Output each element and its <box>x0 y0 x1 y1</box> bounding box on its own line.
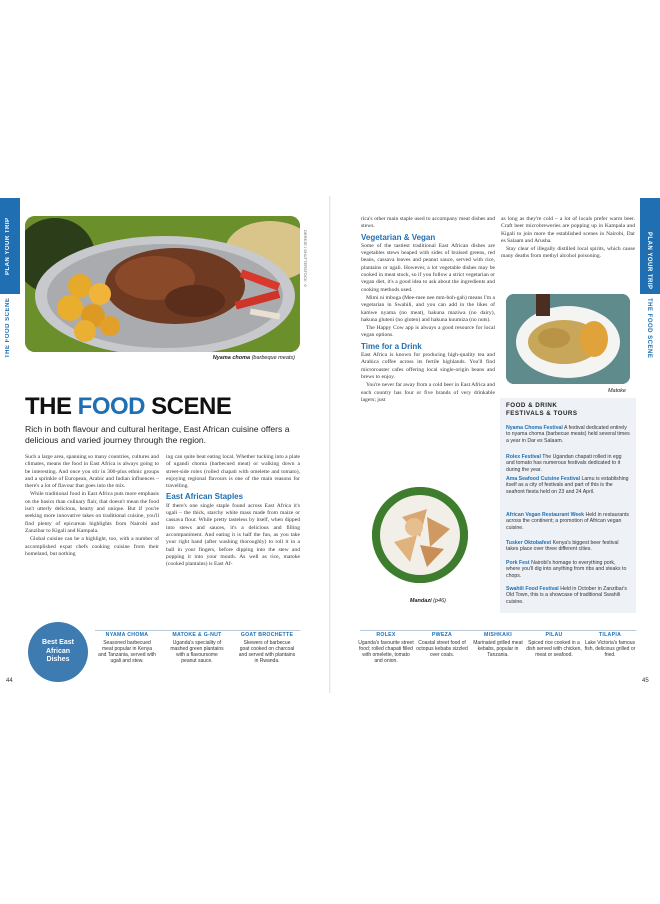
body-paragraph: rica's other main staple used to accompany meat dishes and stews. <box>361 216 495 230</box>
standfirst: Rich in both flavour and cultural heritage, East African cuisine offers a delicious and varied journey through the region. <box>25 424 290 445</box>
mandazi-illustration <box>372 487 468 583</box>
body-paragraph: The Happy Cow app is always a good resource for local vegan options. <box>361 325 495 339</box>
festival-tusker: Tusker Oktobafest Kenya's biggest beer festival takes place over three different cities. <box>506 540 619 553</box>
side-label-food-right: THE FOOD SCENE <box>646 298 652 359</box>
body-paragraph: You're never far away from a cold beer in East Africa and each country has four or five brands of very drinkable lagers; just <box>361 382 495 403</box>
dish-tilapia: TILAPIA Lake Victoria's famous fish, delicious grilled or fried. <box>584 632 636 658</box>
best-dishes-badge: Best East African Dishes <box>28 622 88 682</box>
body-paragraph: Mimi ni mboga (Mee-mee nee mm-boh-gah) means I'm a vegetarian in Swahili, and you can add in the likes of kamwe nyama (no meat), hakuna maziwa (no dairy), hakuna gluteni (no gluten) and hakuna kuumiza (no nuts). <box>361 294 495 323</box>
festival-ama-seafood: Ama Seafood Cuisine Festival Lamu is establishing itself as a city of festivals and part of this is the seafront fiesta held on 23 and 24 April. <box>506 476 629 495</box>
nyama-choma-illustration <box>25 216 300 352</box>
heading-drink: Time for a Drink <box>361 341 422 351</box>
matoke-illustration <box>506 294 630 384</box>
dish-matoke-gnut: MATOKE & G-NUT Uganda's speciality of mashed green plantains with a flavoursome peanut sauce. <box>170 632 224 664</box>
dish-pweza: PWEZA Coastal street food of octopus kebabs sizzled over coals. <box>416 632 468 658</box>
body-paragraph: ing can quite beat eating local. Whether tucking into a plate of ugandi choma (barbecued meat) or walking down a street-side rolex (rolled chapati with omelette and tomato), enjoying regional flavours is one of the main reasons for travelling. <box>166 454 300 490</box>
matoke-photo <box>506 294 630 384</box>
side-label-food-left: THE FOOD SCENE <box>5 297 11 358</box>
dish-mishkaki: MISHKAKI Marinated grilled meat kebabs, popular in Tanzania. <box>473 632 523 658</box>
sidebar-heading: FOOD & DRINK FESTIVALS & TOURS <box>506 402 578 417</box>
side-label-plan-left: PLAN YOUR TRIP <box>5 217 11 275</box>
festival-nyama-choma: Nyama Choma Festival A festival dedicated entirely to nyama choma (barbecue meats) held several times a year in Dar es Salaam. <box>506 425 630 444</box>
side-label-plan-right: PLAN YOUR TRIP <box>646 232 652 290</box>
page-number-right: 45 <box>642 678 649 684</box>
festival-rolex: Rolex Festival The Ugandan chapati rolled in egg and tomato has numerous festivals dedicated to it during the year. <box>506 454 622 473</box>
body-paragraph: Such a large area, spanning so many countries, cultures and climates, means the food in East Africa is always going to be interesting. And once you stir in 300-plus ethnic groups and a sprinkle of European, Arabic and Indian influences – there's a lot of flavour that goes into the mix. <box>25 454 159 490</box>
mandazi-photo <box>372 487 468 583</box>
dish-rolex: ROLEX Uganda's favourite street food; rolled chapati filled with omelette, tomato and onion. <box>358 632 414 664</box>
dish-pilau: PILAU Spiced rice cooked in a dish served with chicken, meat or seafood. <box>526 632 582 658</box>
left-body-col2 <box>166 454 300 622</box>
body-paragraph: as long as they're cold – a lot of locals prefer warm beer. Craft beer microbreweries are popping up in Kampala and Kigali to join more the established scenes in Nairobi, Dar es Salaam and Arusha. <box>501 216 635 244</box>
nyama-choma-caption: Nyama choma (barbeque meats) <box>212 355 295 361</box>
heading-staples: East African Staples <box>166 492 244 502</box>
body-paragraph: If there's one single staple found across East Africa it's ugali – the thick, starchy white mass made from maize or cassava flour. While pretty tasteless by itself, when dipped into stews and sauces, it's a delicious and filling accompaniment. And eating it is half the fun, as you take your right hand (after washing thoroughly) to roll it in a ball in your fingers, before dipping into the stew and popping it into your mouth. As well as rice, matoke (cooked plantains) is East Af- <box>166 502 300 568</box>
nyama-choma-photo <box>25 216 300 352</box>
dishes-divider-right <box>360 630 636 631</box>
dish-nyama-choma: NYAMA CHOMA Seasoned barbecued meat popular in Kenya and Tanzania, served with ugali and stew. <box>98 632 156 664</box>
dish-goat-brochette: GOAT BROCHETTE Skewers of barbecue goat cooked on charcoal and served with plantains in Rwanda. <box>238 632 296 664</box>
heading-vegetarian: Vegetarian & Vegan <box>361 232 436 242</box>
right-body-col1 <box>361 216 495 484</box>
body-paragraph: While traditional food in East Africa puts more emphasis on the basics than culinary flair, that doesn't mean the food isn't utterly delicious, hearty and unique. But if you're seeking more innovative takes on traditional cuisine, you'll find plenty of epicurean highlights from Nairobi and Zanzibar to Kigali and Kampala. <box>25 491 159 534</box>
left-body-col1 <box>25 454 159 622</box>
page-gutter <box>329 196 331 693</box>
matoke-caption: Matoke <box>607 388 626 394</box>
dishes-divider-left <box>95 630 300 631</box>
photo-credit: DEREJE / SHUTTERSTOCK © <box>303 230 308 288</box>
body-paragraph: Some of the tastiest traditional East African dishes are vegetables stews heaped with sides of braised greens, red beans, cassava leaves and peanut sauce, served with rice, plantains or ugali. However, a lot vegetable dishes may be cooked in meat stock, so if you follow a strict vegetarian or vegan diet, it's a good idea to ask about the ingredients and cooking methods used. <box>361 242 495 293</box>
body-paragraph: East Africa is known for producing high-quality tea and Arabica coffee across its fertile highlands. You'll find microroaster cafes offering local single-origin beans and brews to enjoy. <box>361 352 495 380</box>
page-title: THE FOOD SCENE <box>25 393 232 420</box>
festival-vegan-week: African Vegan Restaurant Week Held in restaurants across the continent; a promotion of African vegan cuisine. <box>506 512 630 531</box>
right-body-col2 <box>501 216 635 296</box>
body-paragraph: Global cuisine can be a highlight, too, with a number of accomplished expat chefs cooking cuisine from their homeland, but nothing <box>25 536 159 557</box>
body-paragraph: Stay clear of illegally distilled local spirits, which cause many deaths from methyl alcohol poisoning. <box>501 246 635 260</box>
festival-pork-fest: Pork Fest Nairobi's homage to everything pork, where you'll dig into anything from ribs and steaks to chops. <box>506 560 627 579</box>
festival-swahili: Swahili Food Festival Held in October in Zanzibar's Old Town, this is a showcase of traditional Swahili cuisine. <box>506 586 627 605</box>
mandazi-caption: Mandazi (p46) <box>409 598 446 604</box>
page-number-left: 44 <box>6 678 13 684</box>
